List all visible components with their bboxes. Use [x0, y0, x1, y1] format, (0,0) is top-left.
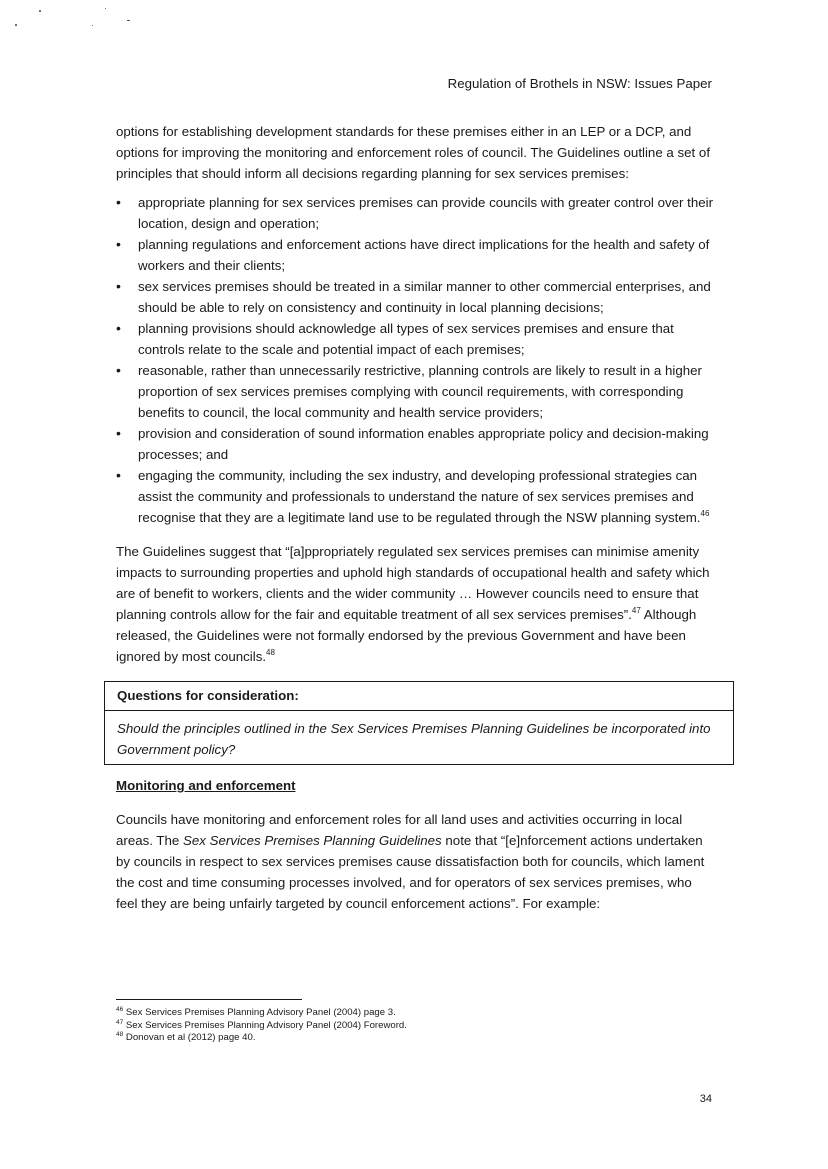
section-heading: Monitoring and enforcement — [116, 778, 296, 793]
guidelines-paragraph: The Guidelines suggest that “[a]ppropriately regulated sex services premises can minimise amenity impacts to surrounding properties and uphold high standards of occupational health and safety which are of benefit to workers, clients and the wider community … However councils need to ensure that planning controls allow for the fair and equitable treatment of all sex services premises”.$^{47}$ Although released, the Guidelines were not formally endorsed by the previous Government and have been ignored by most councils.$^{48}$ — [116, 544, 710, 664]
footnotes — [116, 1007, 407, 1045]
footnote-ref[interactable]: 48 — [266, 648, 275, 657]
section-paragraph: Councils have monitoring and enforcement roles for all land uses and activities occurring in local areas. The Sex Services Premises Planning Guidelines note that “[e]nforcement actions undertaken by councils in respect to sex services premises cause dissatisfaction both for councils, which lament the cost and time consuming processes involved, and for operators of sex services premises, who feel they are being unfairly targeted by council enforcement actions”. For example: — [116, 812, 705, 911]
scan-speck — [39, 10, 41, 12]
scan-speck — [105, 8, 106, 9]
page-content — [116, 121, 716, 914]
footnote-divider — [116, 999, 302, 1000]
footnote: $^{46}$ Sex Services Premises Planning Advisory Panel (2004) page 3. — [116, 1006, 396, 1018]
footnote: $^{48}$ Donovan et al (2012) page 40. — [116, 1031, 256, 1043]
question-divider — [105, 710, 733, 711]
footnote-ref[interactable]: 47 — [631, 606, 641, 615]
list-item: • provision and consideration of sound information enables appropriate policy and decision-making processes; and — [116, 423, 716, 465]
list-item: • engaging the community, including the sex industry, and developing professional strategies can assist the community and professionals to understand the nature of sex services premises and recognise that they are a legitimate land use to be regulated through the NSW planning system.$^{46}$ — [116, 465, 716, 528]
intro-paragraph: options for establishing development standards for these premises either in an LEP or a DCP, and options for improving the monitoring and enforcement roles of council. The Guidelines outline a set of principles that should inform all decisions regarding planning for sex services premises: — [116, 124, 711, 181]
list-item: • sex services premises should be treated in a similar manner to other commercial enterprises, and should be able to rely on consistency and continuity in local planning decisions; — [116, 276, 716, 318]
footnote-ref[interactable]: 46 — [700, 509, 710, 518]
list-item: • planning regulations and enforcement actions have direct implications for the health and safety of workers and their clients; — [116, 234, 716, 276]
list-item: • appropriate planning for sex services premises can provide councils with greater control over their location, design and operation; — [116, 192, 716, 234]
scan-speck — [92, 25, 93, 26]
page-number: 34 — [699, 1093, 712, 1105]
list-item: • planning provisions should acknowledge all types of sex services premises and ensure that controls relate to the scale and potential impact of each premises; — [116, 318, 716, 360]
scan-speck — [15, 24, 17, 26]
principles-list — [116, 192, 716, 528]
list-item: • reasonable, rather than unnecessarily restrictive, planning controls are likely to result in a higher proportion of sex services premises complying with council requirements, with corresponding benefits to council, the local community and health service providers; — [116, 360, 716, 423]
page-header: Regulation of Brothels in NSW: Issues Paper — [447, 76, 712, 91]
question-box — [104, 681, 734, 765]
footnote: $^{47}$ Sex Services Premises Planning Advisory Panel (2004) Foreword. — [116, 1018, 407, 1031]
question-text: Should the principles outlined in the Sex Services Premises Planning Guidelines be incorporated into Government policy? — [117, 721, 711, 757]
question-heading: Questions for consideration: — [117, 688, 299, 703]
scan-speck — [127, 20, 130, 21]
